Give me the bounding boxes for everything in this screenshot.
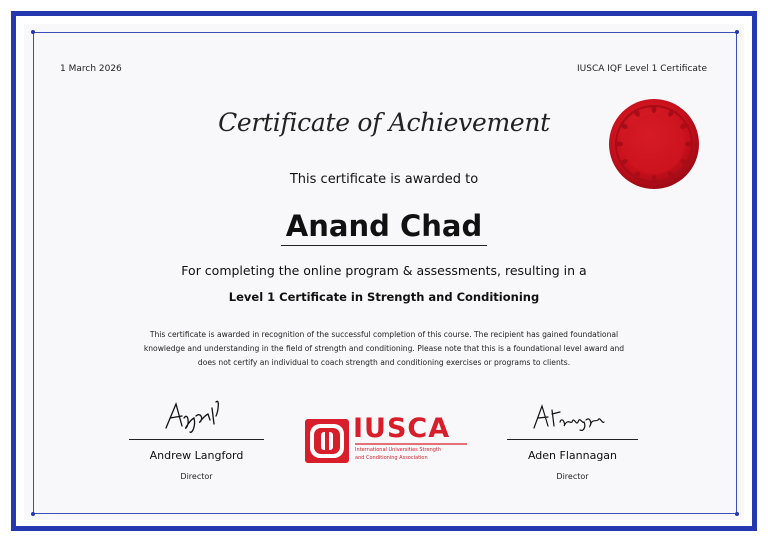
signatory-name-left: Andrew Langford (149, 449, 244, 462)
corner-dot-top-right (735, 30, 739, 34)
completion-text: For completing the online program & assessments, resulting in a (181, 263, 587, 278)
signatory-role-right: Director (556, 472, 589, 481)
signatory-right (507, 439, 638, 481)
recipient-name: Anand Chad (281, 208, 487, 246)
signature-right (530, 400, 620, 436)
signature-left (160, 394, 232, 436)
logo-wordmark: IUSCA (353, 413, 451, 444)
course-name: Level 1 Certificate in Strength and Conditioning (228, 290, 540, 304)
certificate-title: Certificate of Achievement (218, 108, 550, 137)
corner-dot-bottom-left (31, 512, 35, 516)
signatory-left (129, 439, 264, 481)
certificate-type: IUSCA IQF Level 1 Certificate (577, 64, 707, 74)
issue-date: 1 March 2026 (60, 64, 122, 74)
corner-dot-top-left (31, 30, 35, 34)
signatory-name-right: Aden Flannagan (527, 449, 618, 462)
signature-line-left (129, 439, 264, 440)
signature-line-right (507, 439, 638, 440)
corner-dot-bottom-right (735, 512, 739, 516)
logo-tagline-2: and Conditioning Association (355, 455, 428, 461)
signatory-role-left: Director (180, 472, 213, 481)
awarded-to-text: This certificate is awarded to (289, 172, 479, 187)
iusca-logo (303, 415, 469, 467)
description-text: This certificate is awarded in recognition of the successful completion of this course. The recipient has gained foundational knowledge and understanding in the field of strength and conditioning. Please note that this is a foundational level award and does not certify an individual to coach strength and conditioning exercises or programs to clients. (143, 330, 625, 367)
logo-tagline-1: International Universities Strength (355, 447, 442, 453)
